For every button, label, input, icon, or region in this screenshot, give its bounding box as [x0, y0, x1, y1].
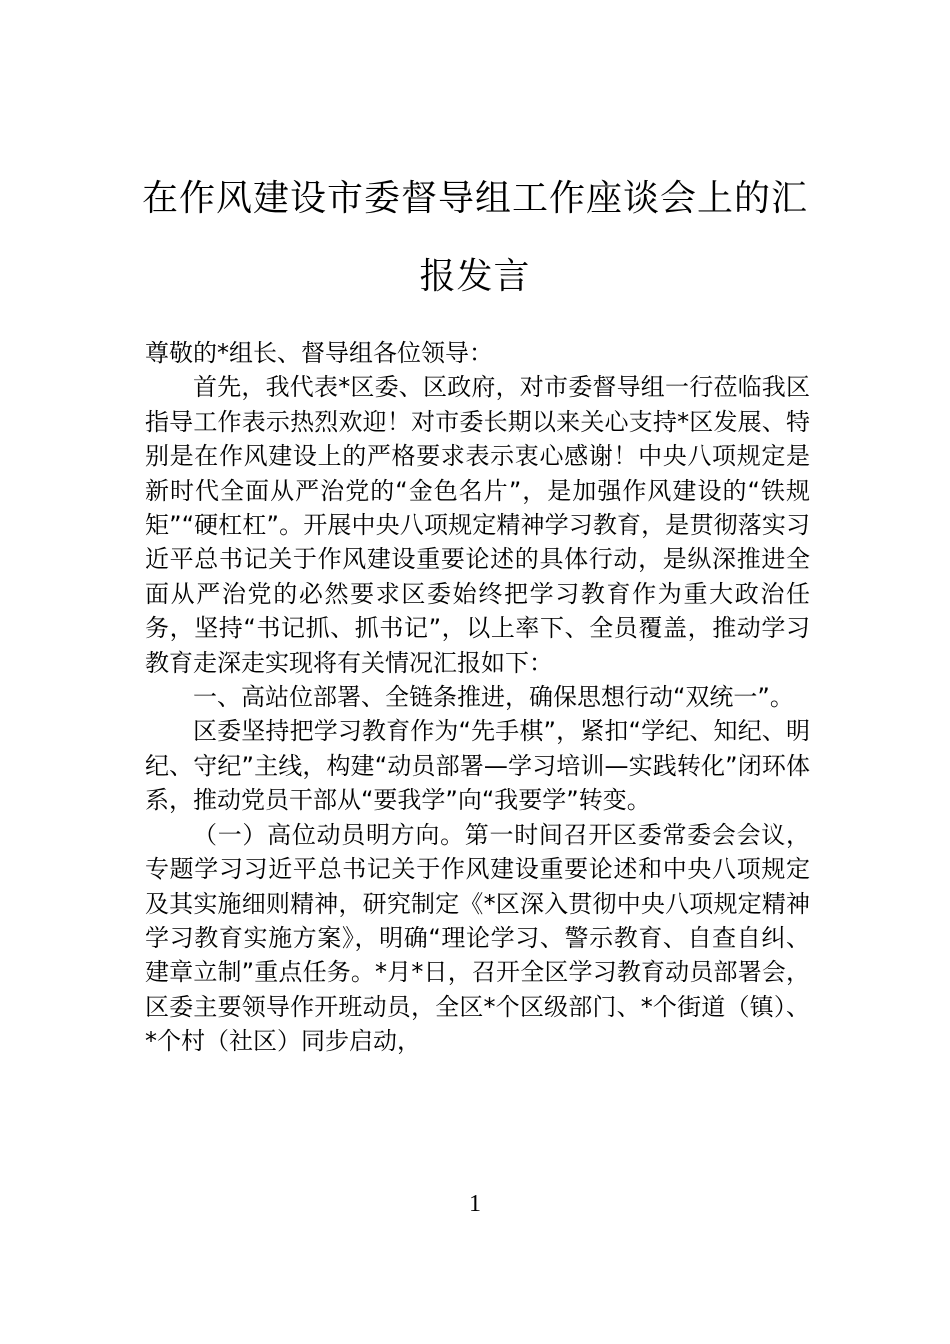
- document-title: [0, 160, 950, 316]
- paragraph-intro: 首先，我代表*区委、区政府，对市委督导组一行莅临我区指导工作表示热烈欢迎！对市委长期以来关心支持*区发展、特别是在作风建设上的严格要求表示衷心感谢！中央八项规定是新时代全面从严治党的“金色名片”，是加强作风建设的“铁规矩”“硬杠杠”。开展中央八项规定精神学习教育，是贯彻落实习近平总书记关于作风建设重要论述的具体行动，是纵深推进全面从严治党的必然要求区委始终把学习教育作为重大政治任务，坚持“书记抓、抓书记”，以上率下、全员覆盖，推动学习教育走深走实现将有关情况汇报如下：: [145, 373, 810, 677]
- page-number: 1: [469, 1191, 481, 1217]
- paragraph-subsection-1: （一）高位动员明方向。第一时间召开区委常委会会议，专题学习习近平总书记关于作风建设重要论述和中央八项规定及其实施细则精神，研究制定《*区深入贯彻中央八项规定精神学习教育实施方案》，明确“理论学习、警示教育、自查自纠、建章立制”重点任务。*月*日，召开全区学习教育动员部署会，区委主要领导作开班动员，全区*个区级部门、*个街道（镇）、*个村（社区）同步启动，: [145, 820, 810, 1056]
- document-body: [145, 336, 810, 1059]
- paragraph-section-1: 区委坚持把学习教育作为“先手棋”，紧扣“学纪、知纪、明纪、守纪”主线，构建“动员部署—学习培训—实践转化”闭环体系，推动党员干部从“要我学”向“我要学”转变。: [145, 717, 810, 815]
- title-line-1: 在作风建设市委督导组工作座谈会上的汇: [141, 178, 808, 219]
- salutation: 尊敬的*组长、督导组各位领导：: [145, 339, 493, 367]
- title-line-2: 报发言: [419, 256, 531, 297]
- section-heading-1: 一、高站位部署、全链条推进，确保思想行动“双统一”。: [193, 683, 794, 712]
